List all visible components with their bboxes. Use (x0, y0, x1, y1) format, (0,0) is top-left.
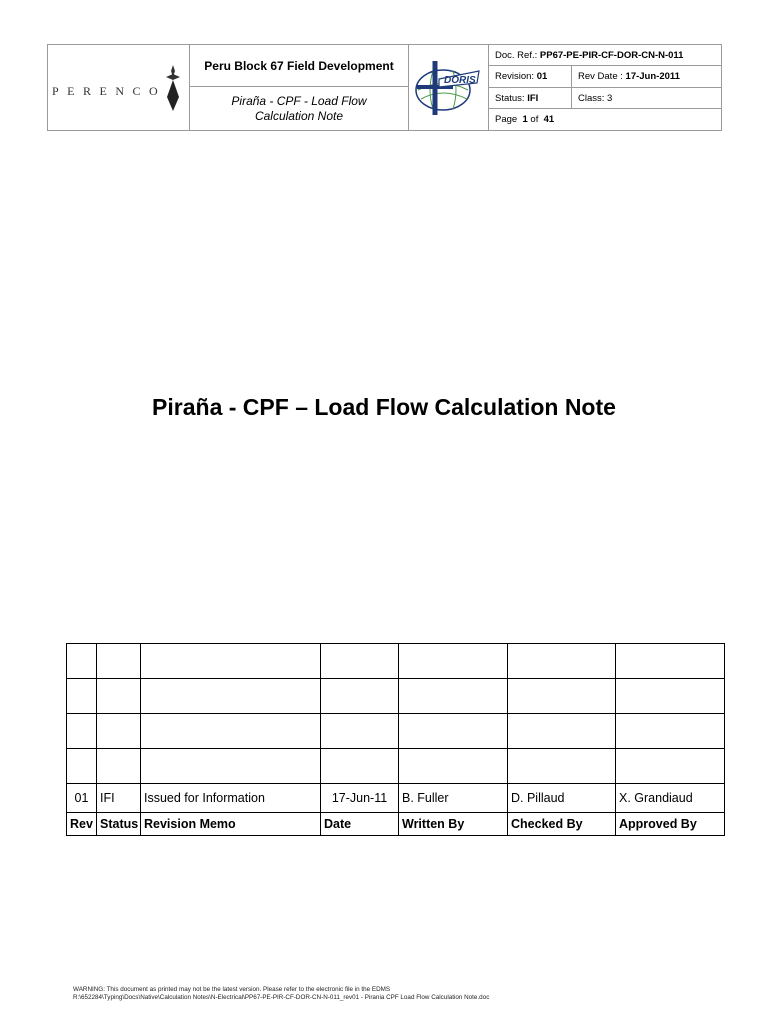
table-cell: Issued for Information (141, 784, 321, 813)
doc-ref-label: Doc. Ref.: (495, 49, 538, 61)
table-cell (67, 714, 97, 749)
document-title: Piraña - CPF – Load Flow Calculation Note (152, 394, 616, 420)
page-value: 1 (522, 114, 528, 125)
table-cell (399, 644, 508, 679)
class-value: 3 (607, 92, 613, 104)
column-header: Checked By (508, 813, 616, 836)
page-footer (73, 986, 489, 1002)
table-cell (616, 679, 725, 714)
project-name: Peru Block 67 Field Development (190, 45, 409, 87)
footer-warning: WARNING: This document as printed may not be the latest version. Please refer to the electronic file in the EDMS (73, 986, 391, 993)
table-cell (616, 714, 725, 749)
revision-header-row (67, 813, 725, 836)
table-cell: B. Fuller (399, 784, 508, 813)
revision-label: Revision: (495, 71, 535, 82)
column-header: Written By (399, 813, 508, 836)
page-label: Page (495, 114, 518, 125)
doc-ref-row (489, 45, 721, 66)
column-header: Status (97, 813, 141, 836)
table-cell (141, 749, 321, 784)
table-cell (321, 714, 399, 749)
header-document-title (190, 87, 409, 130)
page-row (489, 109, 721, 130)
table-cell: 17-Jun-11 (321, 784, 399, 813)
table-cell: D. Pillaud (508, 784, 616, 813)
table-cell (141, 714, 321, 749)
column-header: Rev (67, 813, 97, 836)
revision-blank-row (67, 714, 725, 749)
class-label: Class: (578, 92, 605, 104)
revision-blank-row (67, 679, 725, 714)
revision-blank-row (67, 749, 725, 784)
table-cell (97, 714, 141, 749)
document-header (47, 44, 722, 131)
revision-row (67, 784, 725, 813)
table-cell (67, 644, 97, 679)
doris-logo-icon (413, 57, 485, 119)
table-cell (616, 749, 725, 784)
doris-logo-cell (409, 45, 489, 130)
table-cell (97, 679, 141, 714)
revision-table-body (67, 644, 725, 836)
table-cell: IFI (97, 784, 141, 813)
table-cell (399, 714, 508, 749)
table-cell (321, 679, 399, 714)
table-cell (508, 714, 616, 749)
table-cell (97, 644, 141, 679)
table-cell (321, 644, 399, 679)
table-cell (67, 749, 97, 784)
column-header: Date (321, 813, 399, 836)
doris-logo-text: DORIS (444, 75, 476, 86)
column-header: Approved By (616, 813, 725, 836)
table-cell: X. Grandiaud (616, 784, 725, 813)
status-value: IFI (527, 92, 539, 104)
document-meta (489, 45, 721, 130)
revision-value: 01 (536, 71, 548, 82)
perenco-logo-cell (48, 45, 190, 130)
table-cell (321, 749, 399, 784)
table-cell (616, 644, 725, 679)
footer-file-path: R:\652284\Typing\Docs\Native\Calculation Notes\N-Electrical\PP67-PE-PIR-CF-DOR-CN-N-011_rev01 - Pirania CPF Load Flow Calculation Note.doc (73, 994, 490, 1001)
table-cell (97, 749, 141, 784)
table-cell (141, 644, 321, 679)
header-title-line2: Calculation Note (254, 108, 344, 123)
column-header: Revision Memo (141, 813, 321, 836)
page-of: of (530, 114, 539, 125)
revision-row (489, 66, 721, 88)
table-cell: 01 (67, 784, 97, 813)
perenco-ermine-icon (162, 65, 184, 113)
revision-table (66, 643, 725, 836)
perenco-logo-text: PERENCO (52, 84, 167, 98)
table-cell (67, 679, 97, 714)
doc-ref-value: PP67-PE-PIR-CF-DOR-CN-N-011 (539, 49, 684, 61)
table-cell (141, 679, 321, 714)
table-cell (399, 749, 508, 784)
table-cell (399, 679, 508, 714)
table-cell (508, 749, 616, 784)
header-title-line1: Piraña - CPF - Load Flow (231, 93, 367, 108)
table-cell (508, 644, 616, 679)
status-label: Status: (495, 92, 525, 104)
page-total: 41 (543, 114, 555, 125)
rev-date-value: 17-Jun-2011 (625, 71, 680, 82)
table-cell (508, 679, 616, 714)
status-row (489, 88, 721, 109)
rev-date-label: Rev Date : (578, 71, 623, 82)
revision-blank-row (67, 644, 725, 679)
